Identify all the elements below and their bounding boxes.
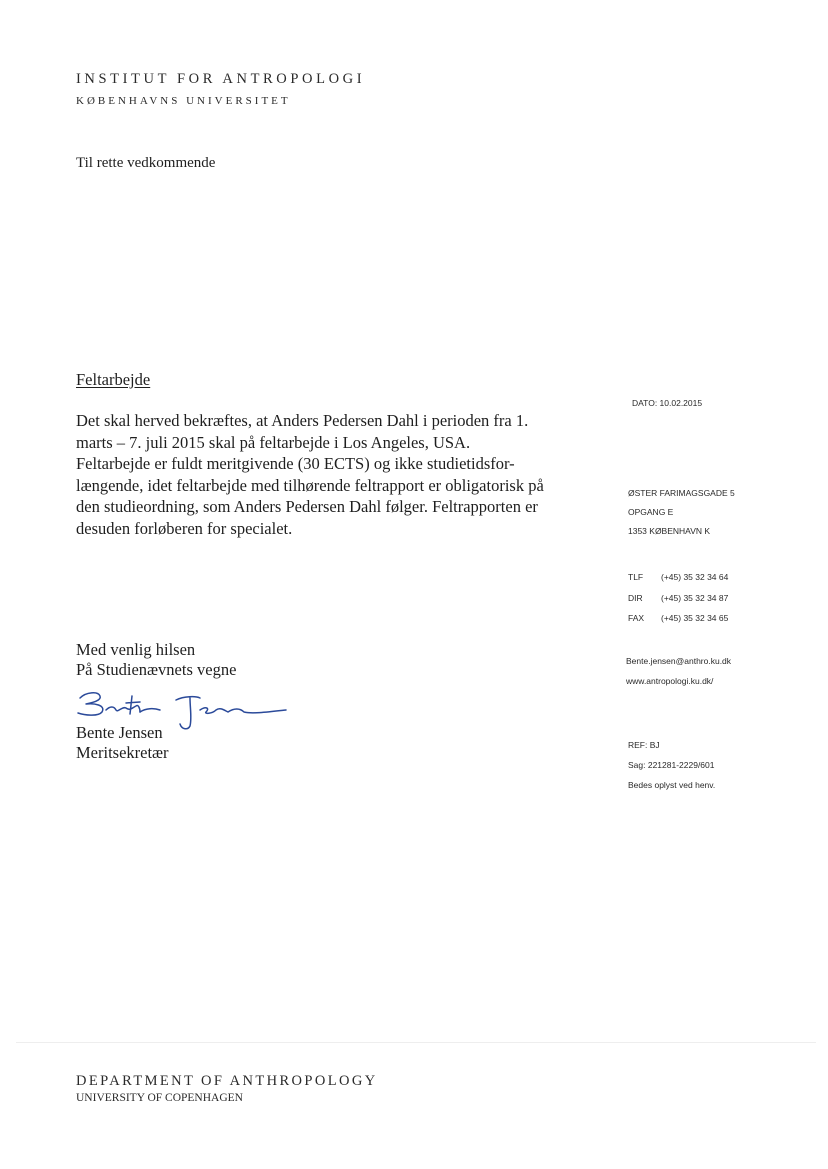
phone-row-tlf: [628, 567, 728, 588]
letter-body: [76, 410, 544, 540]
case-number: Sag: 221281-2229/601: [628, 760, 715, 770]
phone-block: [628, 567, 728, 629]
phone-number: (+45) 35 32 34 64: [661, 572, 729, 582]
address-line: OPGANG E: [628, 507, 674, 517]
closing-line: På Studienævnets vegne: [76, 660, 237, 679]
letterhead-institute: INSTITUT FOR ANTROPOLOGI: [76, 71, 366, 87]
phone-number: (+45) 35 32 34 87: [661, 592, 729, 603]
footer-university: UNIVERSITY OF COPENHAGEN: [76, 1092, 243, 1104]
signer-title: Meritsekretær: [76, 743, 169, 762]
reference-note: Bedes oplyst ved henv.: [628, 780, 716, 790]
footer-department: DEPARTMENT OF ANTHROPOLOGY: [76, 1073, 378, 1089]
reference-block: [628, 735, 715, 795]
phone-label: TLF: [628, 572, 644, 582]
body-line: længende, idet feltarbejde med tilhørende feltrapport er obligatorisk på: [76, 475, 544, 495]
address-block: [628, 484, 735, 541]
body-line: Det skal herved bekræftes, at Anders Pedersen Dahl i perioden fra 1.: [76, 411, 529, 430]
closing: [76, 640, 236, 680]
body-line: Feltarbejde er fuldt meritgivende (30 ECTS) og ikke studietidsfor-: [76, 454, 515, 474]
address-line: ØSTER FARIMAGSGADE 5: [628, 488, 735, 498]
phone-number: (+45) 35 32 34 65: [661, 613, 729, 623]
body-line: den studieordning, som Anders Pedersen Dahl følger. Feltrapporten er: [76, 497, 538, 517]
reference-initials: REF: BJ: [628, 740, 660, 750]
phone-row-fax: [628, 608, 728, 629]
signer-block: [76, 723, 169, 763]
phone-row-dir: [628, 588, 728, 609]
phone-label: FAX: [628, 613, 645, 623]
footer-divider: [16, 1042, 816, 1043]
body-line: marts – 7. juli 2015 skal på feltarbejde i Los Angeles, USA.: [76, 432, 471, 452]
greeting: Til rette vedkommende: [76, 155, 216, 171]
email-address: Bente.jensen@anthro.ku.dk: [626, 656, 732, 666]
website-url: www.antropologi.ku.dk/: [626, 676, 714, 686]
letterhead-university: KØBENHAVNS UNIVERSITET: [76, 95, 291, 107]
phone-label: DIR: [628, 592, 643, 603]
body-line: desuden forløberen for specialet.: [76, 518, 293, 538]
address-line: 1353 KØBENHAVN K: [628, 526, 711, 536]
signer-name: Bente Jensen: [76, 723, 163, 742]
letter-date: DATO: 10.02.2015: [632, 398, 703, 408]
contact-online: [626, 651, 731, 691]
letter-subject: Feltarbejde: [76, 370, 151, 389]
closing-line: Med venlig hilsen: [76, 640, 196, 659]
